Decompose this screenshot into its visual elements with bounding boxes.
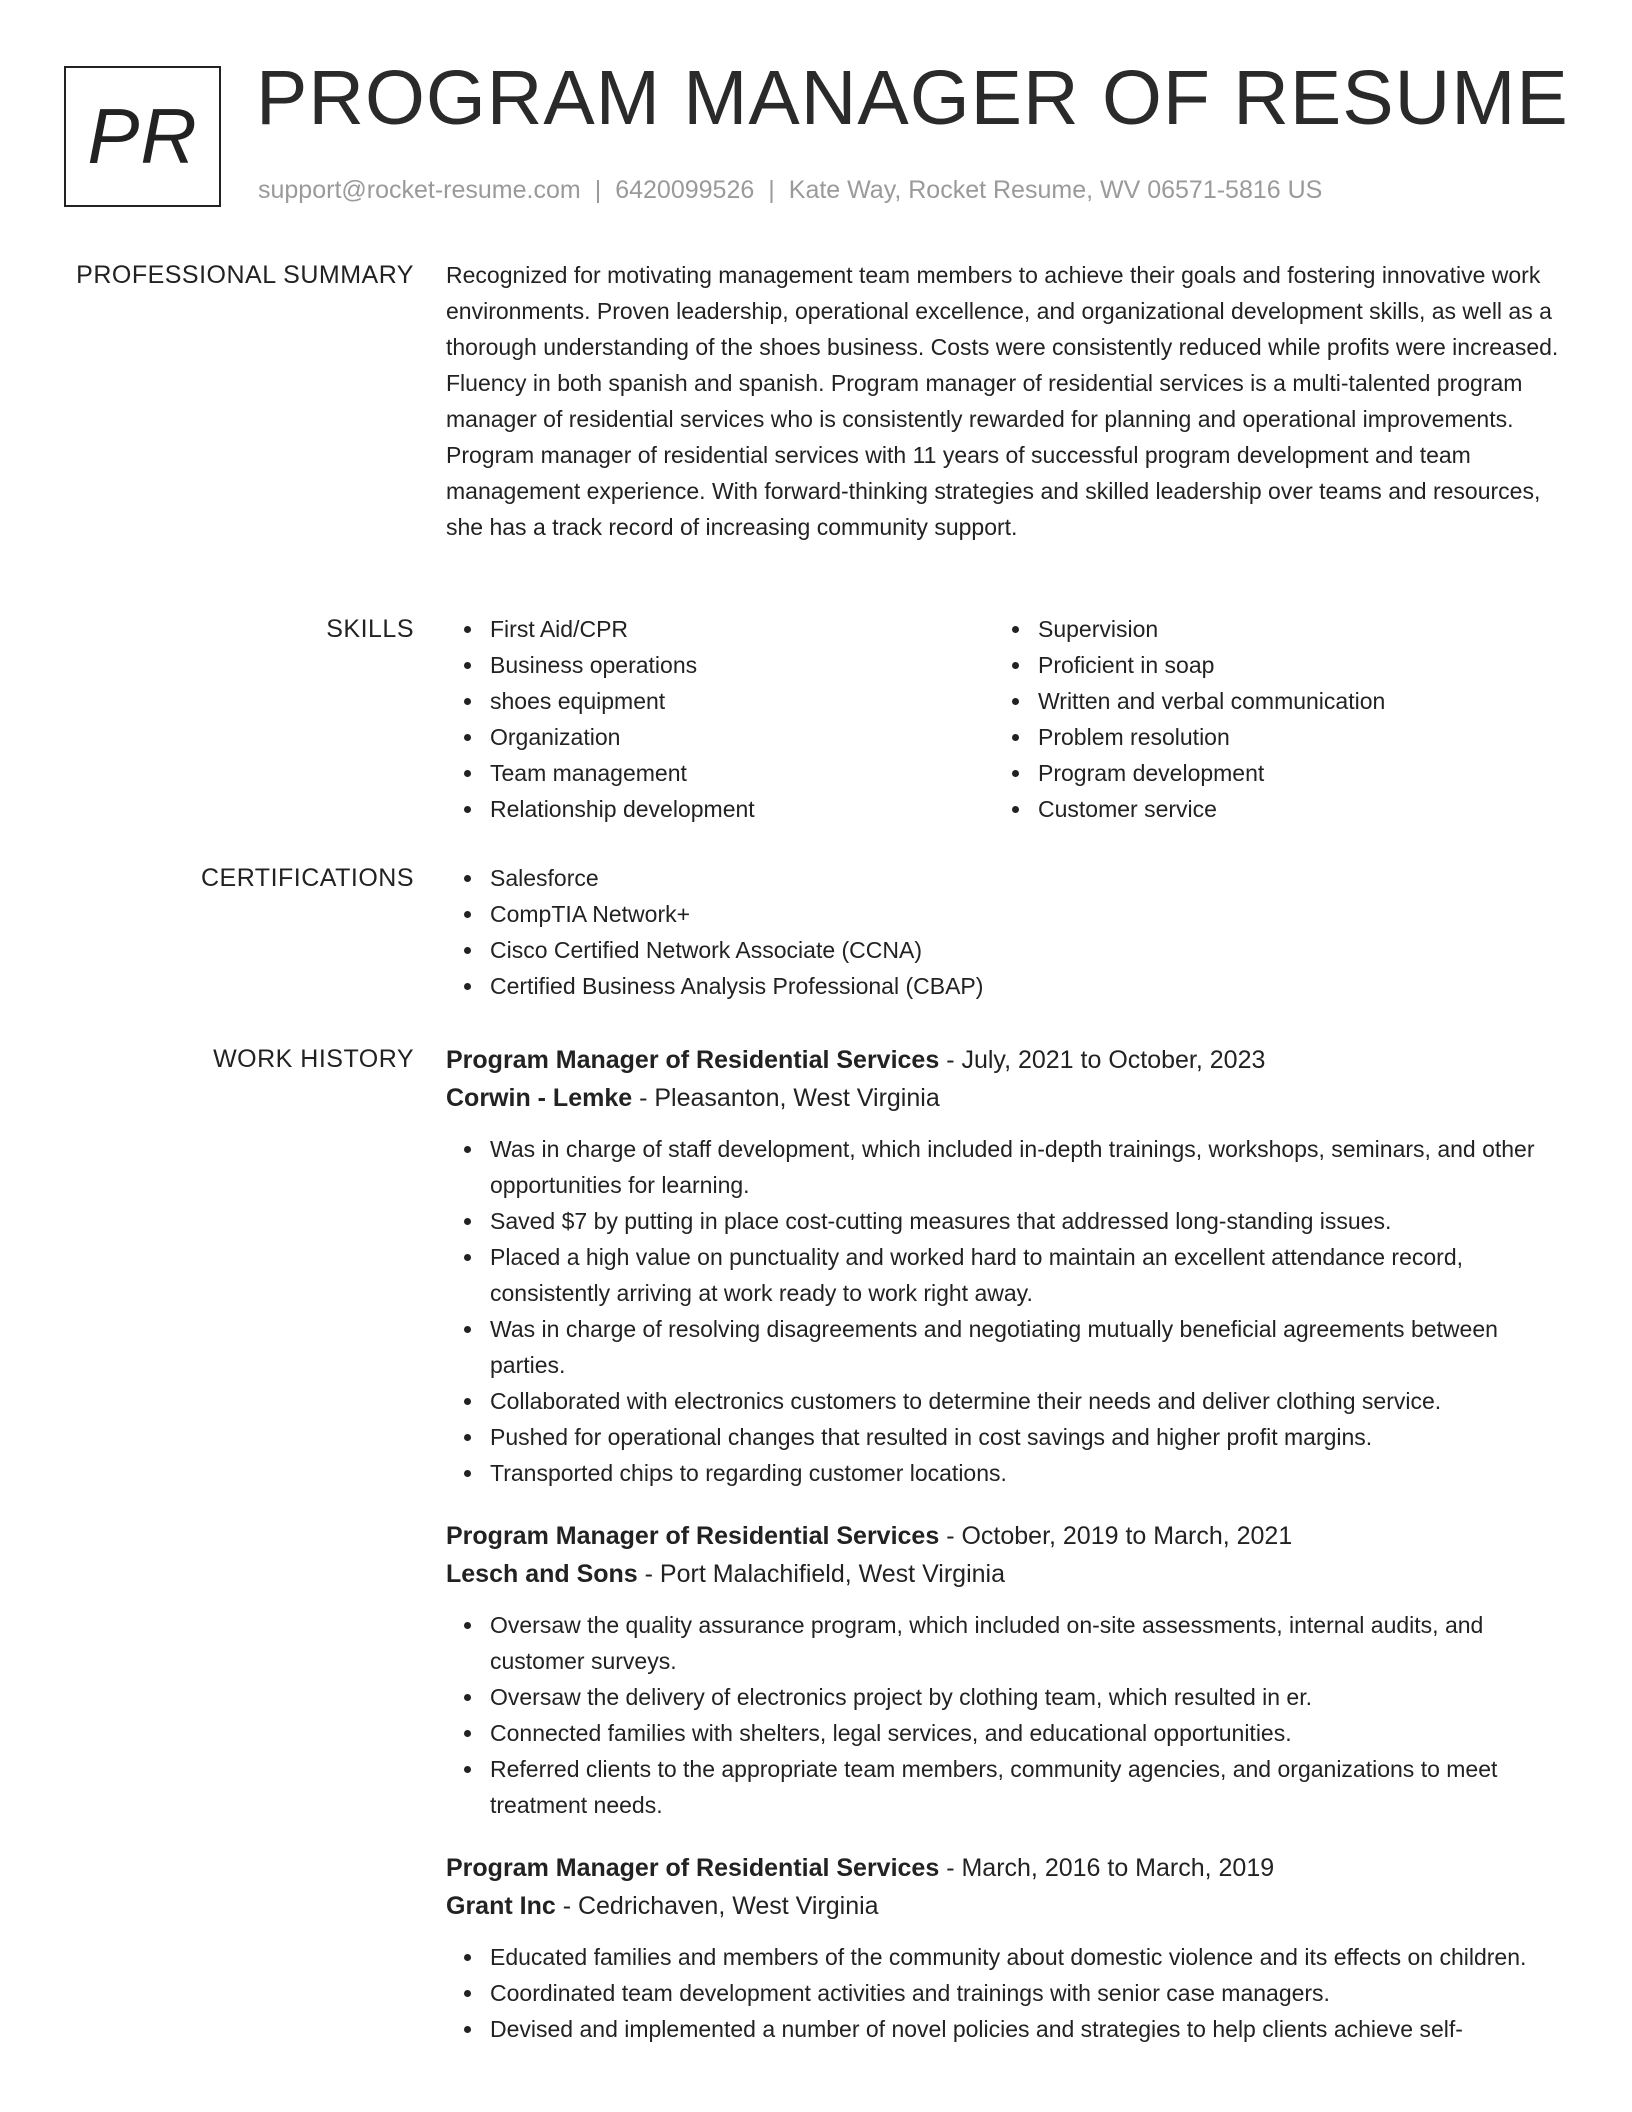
skills-body <box>446 611 1561 827</box>
job-bullet: Referred clients to the appropriate team members, community agencies, and organizations to meet treatment needs. <box>490 1751 1561 1823</box>
contact-line <box>258 176 1322 205</box>
skills-title: SKILLS <box>326 615 414 643</box>
job-location: - Pleasanton, West Virginia <box>632 1084 940 1112</box>
job-role: Program Manager of Residential Services <box>446 1854 940 1882</box>
job-bullets <box>446 1607 1561 1823</box>
skill-item: Problem resolution <box>1038 719 1542 755</box>
skill-item: Program development <box>1038 755 1542 791</box>
job-bullets <box>446 1939 1561 2047</box>
job-bullet: Oversaw the quality assurance program, which included on-site assessments, internal audits, and customer surveys. <box>490 1607 1561 1679</box>
skills-column-left <box>446 611 994 827</box>
job-bullets <box>446 1131 1561 1491</box>
job-bullet: Connected families with shelters, legal services, and educational opportunities. <box>490 1715 1561 1751</box>
skill-item: Relationship development <box>490 791 994 827</box>
job-dates: - July, 2021 to October, 2023 <box>939 1046 1266 1074</box>
certification-item: Certified Business Analysis Professional (CBAP) <box>490 968 1561 1004</box>
certification-item: Salesforce <box>490 860 1561 896</box>
certifications-body <box>446 860 1561 1004</box>
contact-email[interactable]: support@rocket-resume.com <box>258 176 581 204</box>
job-bullet: Placed a high value on punctuality and worked hard to maintain an excellent attendance record, consistently arriving at work ready to work right away. <box>490 1239 1561 1311</box>
certifications-title: CERTIFICATIONS <box>200 864 414 892</box>
job-company: Grant Inc <box>446 1892 556 1920</box>
certification-item: Cisco Certified Network Associate (CCNA) <box>490 932 1561 968</box>
job-bullet: Oversaw the delivery of electronics project by clothing team, which resulted in er. <box>490 1679 1561 1715</box>
skills-column-right <box>994 611 1542 827</box>
job-bullet: Devised and implemented a number of novel policies and strategies to help clients achieve self- <box>490 2011 1561 2047</box>
job-bullet: Transported chips to regarding customer locations. <box>490 1455 1561 1491</box>
summary-body <box>446 257 1561 545</box>
skill-item: Customer service <box>1038 791 1542 827</box>
contact-separator: | <box>768 176 775 204</box>
work-history-body <box>446 1041 1561 2073</box>
skill-item: Proficient in soap <box>1038 647 1542 683</box>
contact-phone[interactable]: 6420099526 <box>615 176 755 204</box>
contact-address: Kate Way, Rocket Resume, WV 06571-5816 US <box>788 176 1323 204</box>
skill-item: Organization <box>490 719 994 755</box>
summary-title: PROFESSIONAL SUMMARY <box>76 261 414 289</box>
job-entry <box>446 1517 1561 1823</box>
job-location: - Cedrichaven, West Virginia <box>555 1892 879 1920</box>
skill-item: Written and verbal communication <box>1038 683 1542 719</box>
job-company: Corwin - Lemke <box>446 1084 633 1112</box>
skill-item: Business operations <box>490 647 994 683</box>
job-entry <box>446 1041 1561 1491</box>
job-dates: - October, 2019 to March, 2021 <box>939 1522 1293 1550</box>
contact-separator: | <box>594 176 602 204</box>
initials: PR <box>87 92 198 180</box>
job-entry <box>446 1849 1561 2047</box>
monogram-box <box>64 66 221 207</box>
skills-grid <box>446 611 1561 827</box>
job-bullet: Collaborated with electronics customers to determine their needs and deliver clothing service. <box>490 1383 1561 1419</box>
resume-name: PROGRAM MANAGER OF RESUME <box>256 55 1569 141</box>
work-history-title: WORK HISTORY <box>213 1045 414 1073</box>
job-dates: - March, 2016 to March, 2019 <box>939 1854 1275 1882</box>
job-bullet: Pushed for operational changes that resulted in cost savings and higher profit margins. <box>490 1419 1561 1455</box>
certification-item: CompTIA Network+ <box>490 896 1561 932</box>
job-title-line <box>446 1849 1561 1887</box>
job-bullet: Was in charge of resolving disagreements and negotiating mutually beneficial agreements between parties. <box>490 1311 1561 1383</box>
job-company-line <box>446 1887 1561 1925</box>
job-bullet: Coordinated team development activities and trainings with senior case managers. <box>490 1975 1561 2011</box>
job-company: Lesch and Sons <box>446 1560 638 1588</box>
job-title-line <box>446 1041 1561 1079</box>
job-company-line <box>446 1079 1561 1117</box>
skill-item: Team management <box>490 755 994 791</box>
job-role: Program Manager of Residential Services <box>446 1522 940 1550</box>
skills-list-right <box>994 611 1542 827</box>
skill-item: shoes equipment <box>490 683 994 719</box>
job-location: - Port Malachifield, West Virginia <box>637 1560 1005 1588</box>
skill-item: First Aid/CPR <box>490 611 994 647</box>
skills-list-left <box>446 611 994 827</box>
job-bullet: Educated families and members of the community about domestic violence and its effects on children. <box>490 1939 1561 1975</box>
job-title-line <box>446 1517 1561 1555</box>
certifications-list <box>446 860 1561 1004</box>
job-bullet: Saved $7 by putting in place cost-cutting measures that addressed long-standing issues. <box>490 1203 1561 1239</box>
summary-text: Recognized for motivating management team members to achieve their goals and fostering innovative work environments. Proven leadership, operational excellence, and organizational development skills, as well as a thorough understanding of the shoes business. Costs were consistently reduced while profits were increased. Fluency in both spanish and spanish. Program manager of residential services is a multi-talented program manager of residential services who is consistently rewarded for planning and operational improvements. Program manager of residential services with 11 years of successful program development and team management experience. With forward-thinking strategies and skilled leadership over teams and resources, she has a track record of increasing community support. <box>446 262 1559 540</box>
job-role: Program Manager of Residential Services <box>446 1046 940 1074</box>
job-bullet: Was in charge of staff development, which included in-depth trainings, workshops, seminars, and other opportunities for learning. <box>490 1131 1561 1203</box>
skill-item: Supervision <box>1038 611 1542 647</box>
job-company-line <box>446 1555 1561 1593</box>
